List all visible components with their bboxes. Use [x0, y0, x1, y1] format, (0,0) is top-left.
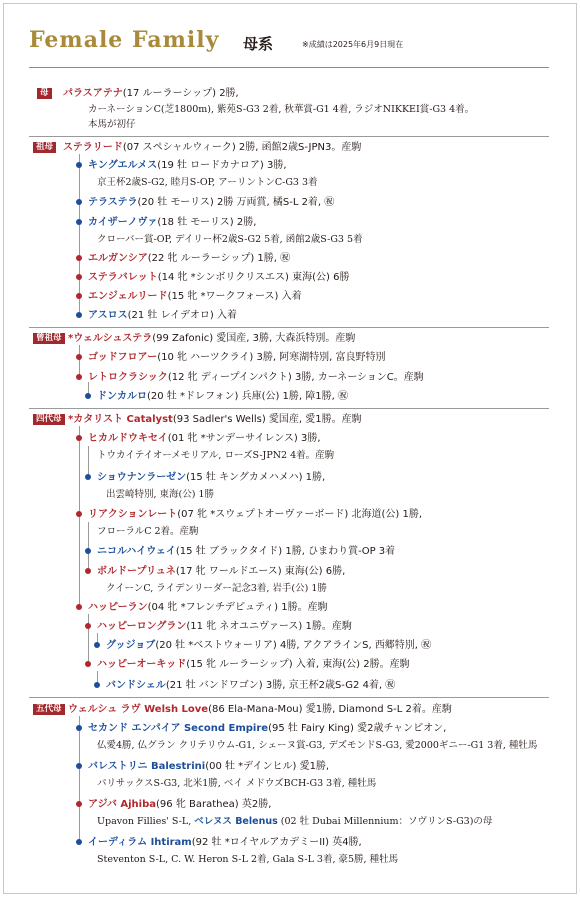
gdam-child-6: エンジェルリード(15 牝 *ワークフォース) 入着 — [88, 291, 302, 302]
ggdam-name: *ウェルシュステラ — [68, 333, 153, 344]
g4dam-child-2-detail: フローラルC 2着。産駒 — [97, 526, 199, 537]
gdam-child-3-detail: クローバー賞-OP, デイリー杯2歳S-G2 5着, 函館2歳S-G3 5着 — [97, 234, 363, 245]
g5dam-child-3-detail: Upavon Fillies' S-L, ベレヌス Belenus (02 牡 Dubai Millennium：ソヴリンS-G3)の母 — [97, 816, 493, 827]
gdam-child-1-detail: 京王杯2歳S-G2, 睦月S-OP, アーリントンC-G3 3着 — [97, 177, 318, 188]
gdam-child-7: アスロス(21 牡 レイデオロ) 入着 — [88, 310, 237, 321]
g4dam-child-1-detail: トウカイテイオーメモリアル, ローズS-JPN2 4着。産駒 — [97, 450, 335, 461]
g4dam-badge: 四代母 — [33, 414, 65, 425]
g4dam-name: *カタリスト Catalyst — [68, 414, 173, 425]
g5dam-child-2: バレストリニ Balestrini(00 牡 *デインヒル) 愛1勝, — [88, 761, 330, 772]
g5dam-child-3: アジバ Ajhiba(96 牝 Barathea) 英2勝, — [88, 799, 272, 810]
bullet-icon — [85, 474, 91, 480]
bullet-icon — [76, 604, 82, 610]
bullet-icon — [76, 274, 82, 280]
gdam-badge: 祖母 — [33, 142, 56, 153]
gdam-child-3: カイザーノヴァ(18 牡 モーリス) 2勝, — [88, 217, 257, 228]
gdam-child-2: テラステラ(20 牡 モーリス) 2勝 万両賞, 橘S-L 2着, ㊗ — [88, 197, 335, 208]
tree-line — [79, 716, 80, 841]
g5dam-child-4: イーディラム Ihtiram(92 牡 *ロイヤルアカデミーII) 英4勝, — [88, 837, 362, 848]
g5dam-badge: 五代母 — [33, 704, 65, 715]
bullet-icon — [94, 642, 100, 648]
section-divider — [29, 136, 549, 137]
g4dam-child-2: リアクションレート(07 牝 *スウェプトオーヴァーボード) 北海道(公) 1勝, — [88, 509, 423, 520]
g5dam-name: ウェルシュ ラヴ Welsh Love — [68, 704, 209, 715]
bullet-icon — [76, 801, 82, 807]
dam-info: (17 ルーラーシップ) 2勝, — [122, 88, 239, 99]
tree-line — [88, 614, 89, 664]
ggdam-child-1: ゴッドフロアー(10 牝 ハーツクライ) 3勝, 阿寒湖特別, 富良野特別 — [88, 352, 386, 363]
g4dam-grandchild-1: ショウナンラーゼン(15 牡 キングカメハメハ) 1勝, — [97, 472, 326, 483]
g4dam-info: (93 Sadler's Wells) 愛国産, 愛1勝。産駒 — [172, 414, 362, 425]
g4dam-child-3: ハッピーラン(04 牝 *フレンチデピュティ) 1勝。産駒 — [88, 602, 328, 613]
g5dam-child-4-detail: Steventon S-L, C. W. Heron S-L 2着, Gala S-L 3着, 豪5勝, 種牡馬 — [97, 854, 399, 865]
bullet-icon — [85, 568, 91, 574]
bullet-icon — [76, 199, 82, 205]
bullet-icon — [76, 374, 82, 380]
g5dam-child-1: セカンド エンパイア Second Empire(95 牡 Fairy King) 愛2歳チャンピオン, — [88, 723, 447, 734]
page-title: Female Family — [29, 27, 220, 53]
tree-line — [79, 345, 80, 377]
bullet-icon — [76, 763, 82, 769]
g5dam-child-1-detail: 仏愛4勝, 仏グラン クリテリウム-G1, シェーヌ賞-G3, デズモンドS-G3, 愛2000ギニー-G1 3着, 種牡馬 — [97, 740, 538, 751]
ggdam-badge: 曾祖母 — [33, 333, 65, 344]
gdam-info: (07 スペシャルウィーク) 2勝, 函館2歳S-JPN3。産駒 — [122, 142, 362, 153]
dam-badge: 母 — [37, 88, 52, 99]
bullet-icon — [76, 354, 82, 360]
bullet-icon — [76, 162, 82, 168]
ggdam-row — [68, 332, 355, 345]
section-divider — [29, 327, 549, 328]
gdam-child-4: エルガンシア(22 牝 ルーラーシップ) 1勝, ㊗ — [88, 253, 291, 264]
bullet-icon — [76, 312, 82, 318]
tree-line — [79, 154, 80, 312]
g4dam-child-1: ヒカルドウキセイ(01 牝 *サンデーサイレンス) 3勝, — [88, 433, 321, 444]
dam-detail-1: カーネーションC(芝1800m), 紫苑S-G3 2着, 秋華賞-G1 4着, ラジオNIKKEI賞-G3 4着。 — [88, 104, 475, 115]
dam-name: パラスアテナ — [63, 88, 123, 99]
bullet-icon — [76, 435, 82, 441]
g4dam-grandchild-3: ボルドープリュネ(17 牝 ワールドエース) 東海(公) 6勝, — [97, 566, 346, 577]
ggdam-info: (99 Zafonic) 愛国産, 3勝, 大森浜特別。産駒 — [152, 333, 356, 344]
ggdam-child-2: レトロクラシック(12 牝 ディープインパクト) 3勝, カーネーションC。産駒 — [88, 372, 424, 383]
gdam-child-1: キングエルメス(19 牡 ロードカナロア) 3勝, — [88, 160, 287, 171]
tree-line — [88, 446, 89, 477]
belenus-name: ベレヌス Belenus — [194, 816, 278, 827]
g4dam-great-grandchild-1: グッジョブ(20 牡 *ベストウォーリア) 4勝, アクアラインS, 西郷特別, ㊗ — [106, 640, 432, 651]
gdam-row — [63, 141, 361, 154]
dam-detail-2: 本馬が初仔 — [88, 119, 136, 130]
g4dam-row — [68, 413, 362, 426]
header-divider — [29, 67, 549, 68]
g4dam-grandchild-2: ニコルハイウェイ(15 牡 ブラックタイド) 1勝, ひまわり賞-OP 3着 — [97, 546, 396, 557]
bullet-icon — [76, 255, 82, 261]
g5dam-row — [68, 703, 452, 716]
dam-row — [63, 87, 239, 100]
bullet-icon — [76, 293, 82, 299]
bullet-icon — [76, 839, 82, 845]
gdam-name: ステラリード — [63, 142, 123, 153]
section-divider — [29, 697, 549, 698]
bullet-icon — [76, 725, 82, 731]
ggdam-grandchild-1: ドンカルロ(20 牡 *ドレフォン) 兵庫(公) 1勝, 障1勝, ㊗ — [97, 391, 348, 402]
bullet-icon — [76, 511, 82, 517]
bullet-icon — [85, 393, 91, 399]
bullet-icon — [85, 623, 91, 629]
tree-line — [88, 522, 89, 572]
bullet-icon — [76, 219, 82, 225]
bullet-icon — [85, 661, 91, 667]
g4dam-grandchild-5: ハッピーオーキッド(15 牝 ルーラーシップ) 入着, 東海(公) 2勝。産駒 — [97, 659, 410, 670]
gdam-child-5: ステラバレット(14 牝 *シンボリクリスエス) 東海(公) 6勝 — [88, 272, 350, 283]
g4dam-grandchild-1-detail: 出雲崎特別, 東海(公) 1勝 — [106, 489, 215, 500]
results-date-note: ※成績は2025年6月9日現在 — [302, 40, 404, 49]
g4dam-grandchild-4: ハッピーロングラン(11 牝 ネオユニヴァース) 1勝。産駒 — [97, 621, 352, 632]
g5dam-info: (86 Ela-Mana-Mou) 愛1勝, Diamond S-L 2着。産駒 — [208, 704, 452, 715]
g4dam-great-grandchild-2: バンドシェル(21 牡 バンドワゴン) 3勝, 京王杯2歳S-G2 4着, ㊗ — [106, 680, 396, 691]
bullet-icon — [94, 682, 100, 688]
g5dam-child-2-detail: パリサックスS-G3, 北米1勝, ベイ メドウズBCH-G3 3着, 種牡馬 — [97, 778, 377, 789]
bullet-icon — [85, 548, 91, 554]
section-divider — [29, 408, 549, 409]
g4dam-grandchild-3-detail: クイーンC, ライデンリーダー記念3着, 岩手(公) 1勝 — [106, 583, 327, 594]
page-title-jp: 母系 — [243, 35, 274, 53]
